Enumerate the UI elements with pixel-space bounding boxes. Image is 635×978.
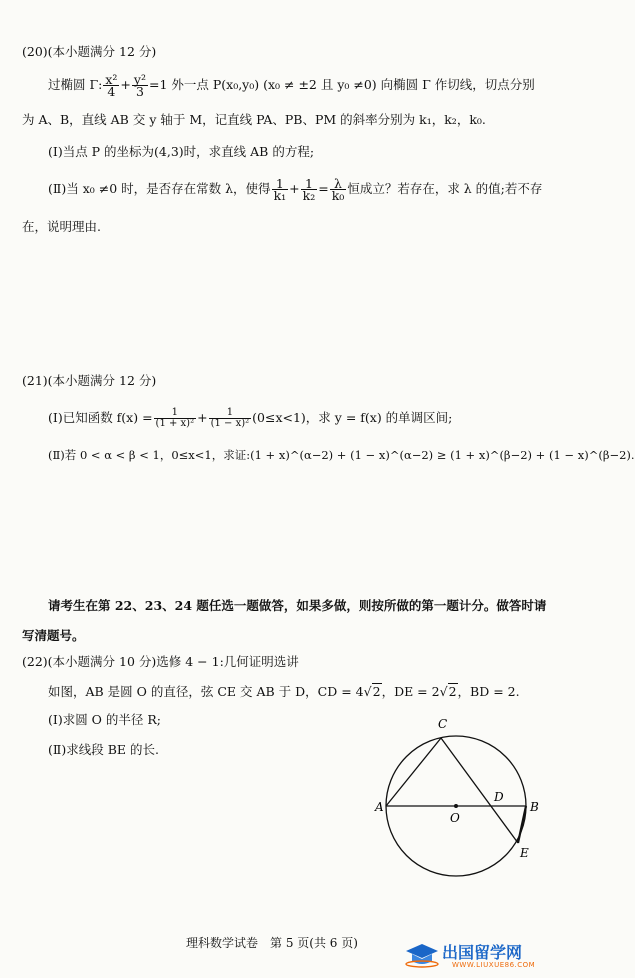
fraction-1-over-k2: $\frac{1}{\text{k₂}}$ <box>302 176 316 203</box>
q20-line2: 为 A、B，直线 AB 交 y 轴于 M，记直线 PA、PB、PM 的斜率分别为 k₁，k₂，k₀. <box>22 112 486 127</box>
notice-line2: 写清题号。 <box>22 628 85 643</box>
q22-line1-prefix: 如图，AB 是圆 O 的直径，弦 CE 交 AB 于 D，CD = 4 <box>48 684 364 699</box>
fraction-y2-over-3: $\frac{\text{y²}}{3}$ <box>133 72 146 99</box>
segment-be <box>518 806 526 843</box>
q20-part2-prefix: (Ⅱ)当 x₀ ≠0 时，是否存在常数 λ，使得 <box>48 181 271 196</box>
q21-part2: (Ⅱ)若 0 < α < β < 1，0≤x<1，求证:(1 + x)^(α−2) + (1 − x)^(α−2) ≥ (1 + x)^(β−2) + (1 − x)^(β−2). <box>48 448 635 462</box>
q22-header: (22)(本小题满分 10 分)选修 4 − 1:几何证明选讲 <box>22 654 299 669</box>
label-a: A <box>375 800 384 814</box>
fraction-lambda-over-k0: $\frac{\lambda}{\text{k₀}}$ <box>331 176 345 203</box>
q20-line1-prefix: 过椭圆 Γ: <box>48 77 103 92</box>
graduation-cap-icon <box>404 942 440 968</box>
fraction-1-over-1minusx-sq: $\frac{1}{\text{(1 − x)²}}$ <box>210 407 250 429</box>
q20-line1 <box>48 74 535 97</box>
q20-header: (20)(本小题满分 12 分) <box>22 44 157 59</box>
center-point-o <box>454 804 458 808</box>
watermark-logo <box>402 936 552 976</box>
q22-part2: (Ⅱ)求线段 BE 的长. <box>48 742 159 757</box>
q21-part1-suffix: (0≤x<1)，求 y = f(x) 的单调区间; <box>252 410 453 425</box>
chord-ce <box>441 738 518 843</box>
label-c: C <box>438 717 448 731</box>
q22-line1: 如图，AB 是圆 O 的直径，弦 CE 交 AB 于 D，CD = 4√2，DE = 2√2，BD = 2. <box>48 684 520 699</box>
q21-part1-prefix: (Ⅰ)已知函数 f(x) = <box>48 410 153 425</box>
q21-part1 <box>48 408 452 429</box>
label-b: B <box>530 800 539 814</box>
q20-line1-suffix: =1 外一点 P(x₀,y₀) (x₀ ≠ ±2 且 y₀ ≠0) 向椭圆 Γ 作切线，切点分别 <box>148 77 535 92</box>
plus-sign: + <box>197 410 208 425</box>
page-footer: 理科数学试卷 第 5 页(共 6 页) <box>186 936 358 950</box>
plus-sign: + <box>120 77 131 92</box>
fraction-x2-over-4: $\frac{\text{x²}}{4}$ <box>105 72 118 99</box>
q20-part2-cont: 在，说明理由. <box>22 219 101 234</box>
fraction-1-over-1plusx-sq: $\frac{1}{\text{(1 + x)²}}$ <box>155 407 195 429</box>
sqrt-2-b: 2 <box>448 684 457 699</box>
label-d: D <box>494 790 504 804</box>
q20-part2-suffix: 恒成立？若存在，求 λ 的值;若不存 <box>347 181 543 196</box>
q22-line1-suffix: ，BD = 2. <box>457 684 520 699</box>
q20-part2 <box>48 178 542 201</box>
q21-header: (21)(本小题满分 12 分) <box>22 373 157 388</box>
q22-line1-mid: ，DE = 2 <box>381 684 440 699</box>
plus-sign: + <box>289 181 300 196</box>
notice-line1: 请考生在第 22、23、24 题任选一题做答，如果多做，则按所做的第一题计分。做答时请 <box>48 598 547 613</box>
q20-part1: (Ⅰ)当点 P 的坐标为(4,3)时，求直线 AB 的方程; <box>48 144 315 159</box>
fraction-1-over-k1: $\frac{1}{\text{k₁}}$ <box>273 176 287 203</box>
circle-geometry-figure <box>370 712 550 892</box>
watermark-text: 出国留学网 <box>442 943 523 962</box>
label-e: E <box>520 846 529 860</box>
q22-part1: (Ⅰ)求圆 O 的半径 R; <box>48 712 161 727</box>
watermark-url: WWW.LIUXUE86.COM <box>452 961 536 969</box>
equals-sign: = <box>318 181 329 196</box>
sqrt-2-a: 2 <box>372 684 381 699</box>
label-o: O <box>450 811 460 825</box>
